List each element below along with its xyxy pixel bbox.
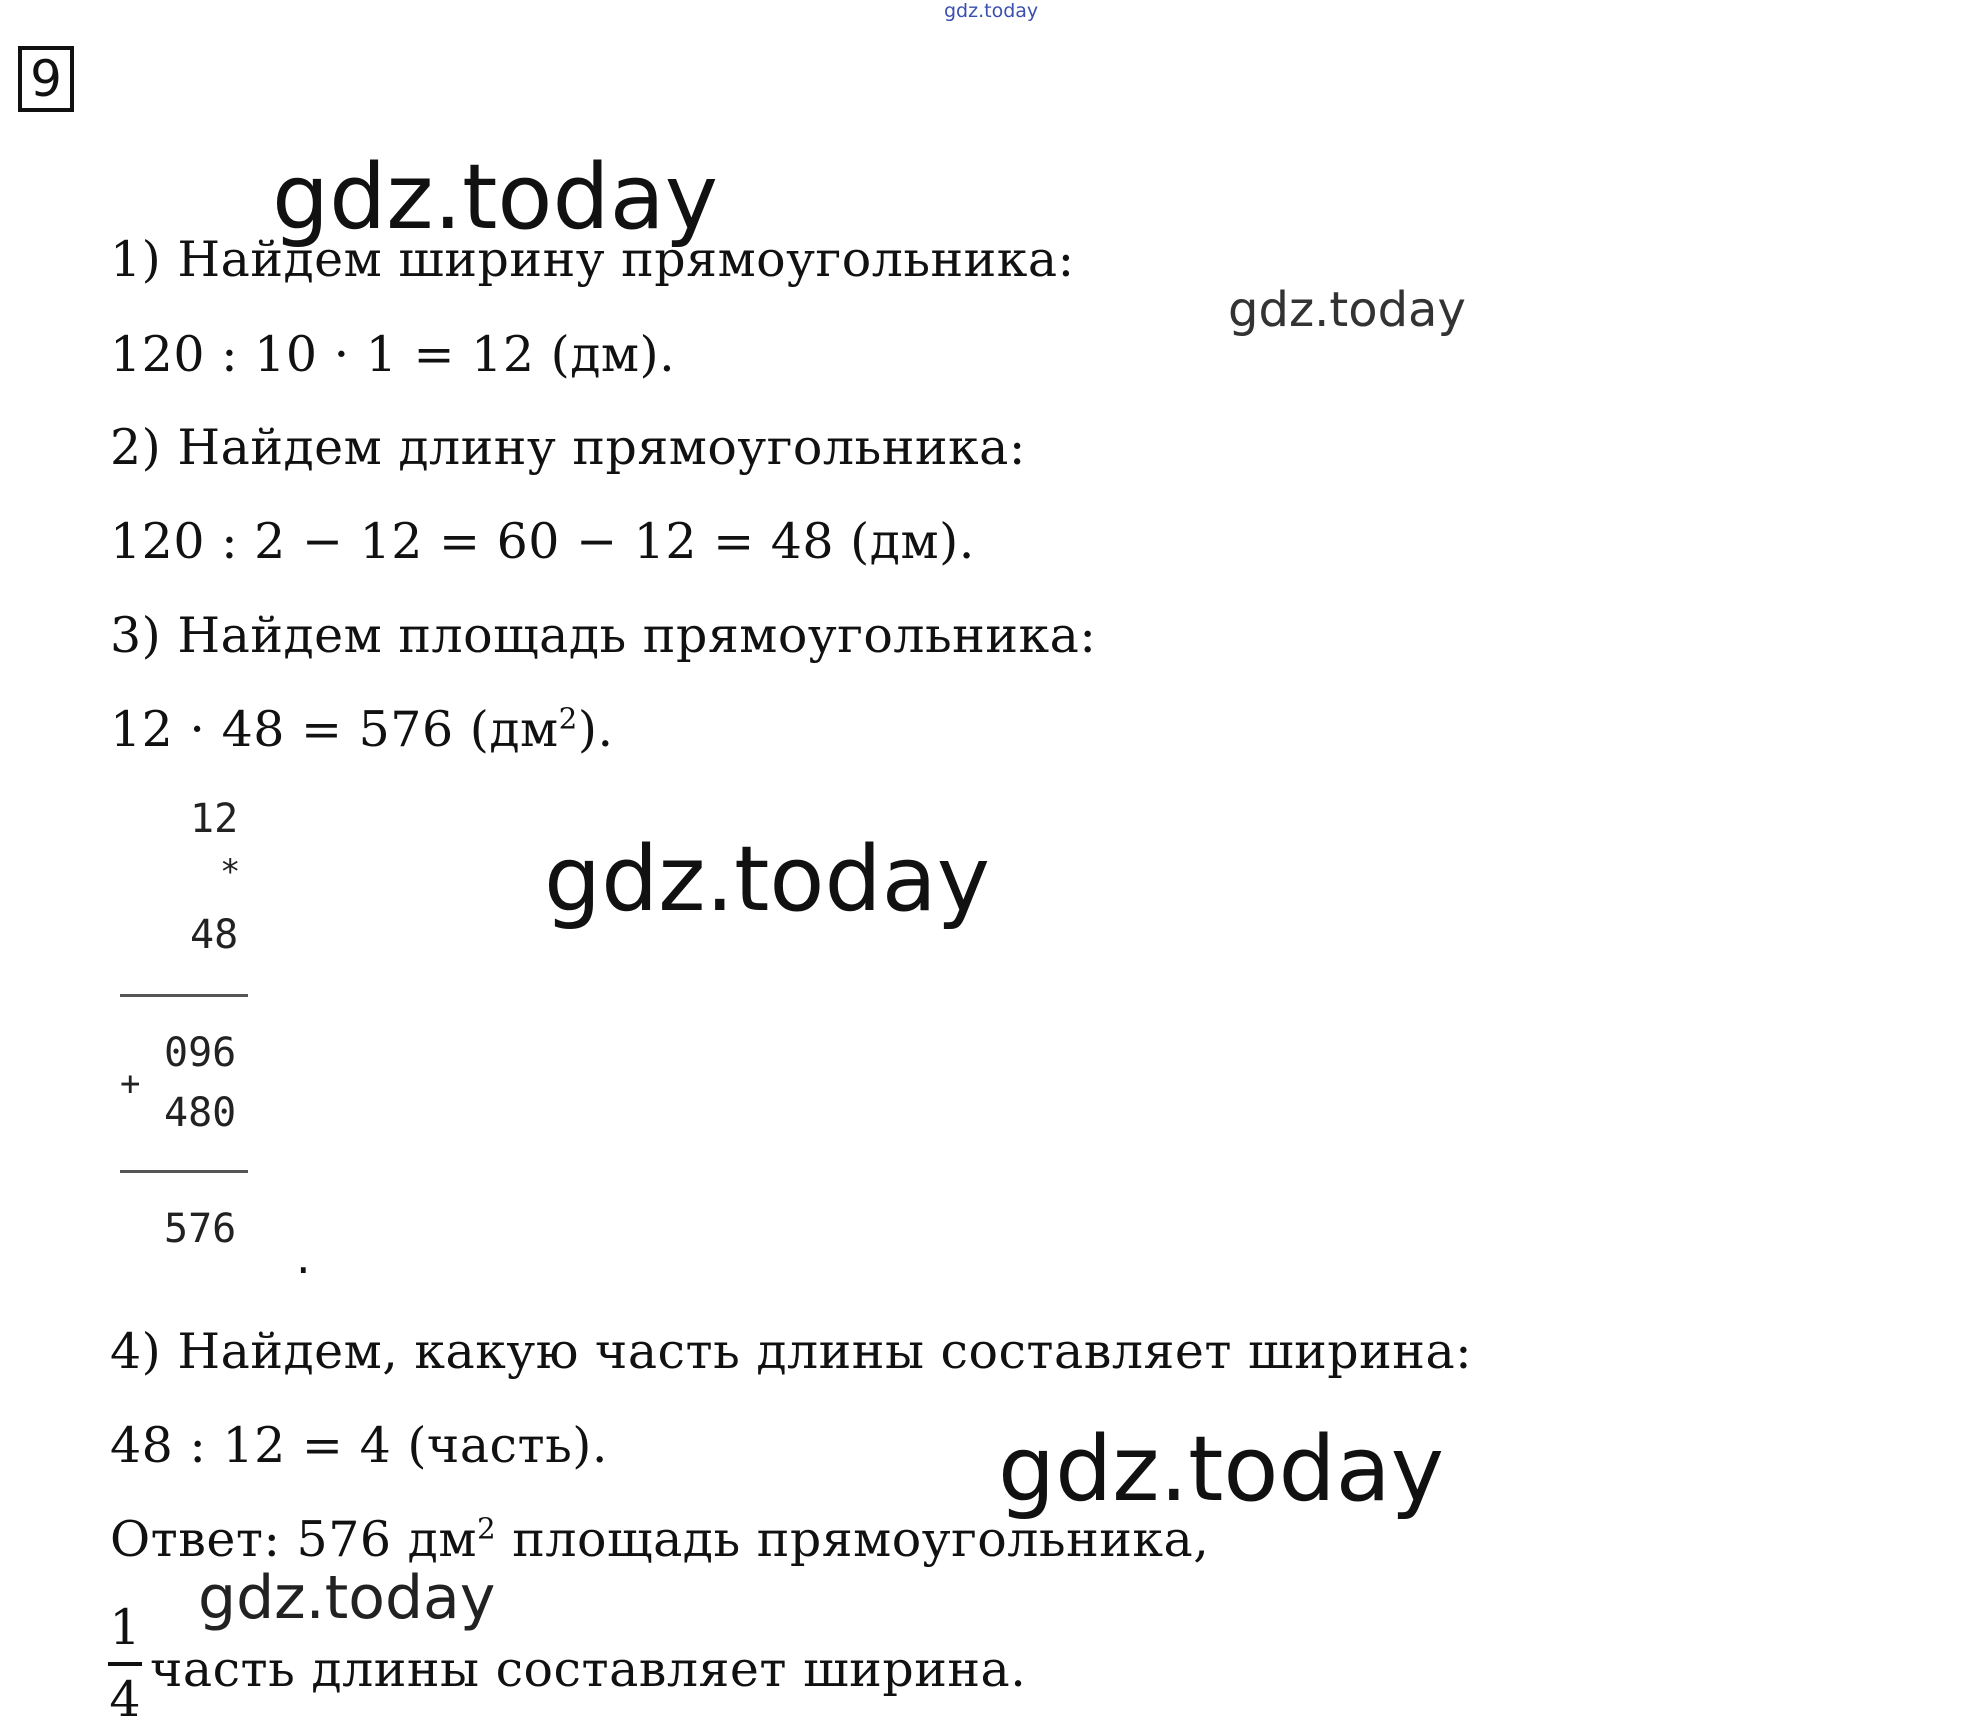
- answer-exponent: 2: [476, 1511, 497, 1546]
- step1-title: 1) Найдем ширину прямоугольника:: [110, 231, 1075, 288]
- step4-calc: 48 : 12 = 4 (часть).: [110, 1417, 608, 1474]
- watermark-large-3: gdz.today: [998, 1417, 1445, 1522]
- watermark-large-2: gdz.today: [544, 827, 991, 932]
- column-result: 576: [164, 1206, 237, 1252]
- column-rule-2: [120, 1170, 248, 1173]
- step3-calc-main: 12 · 48 = 576 (дм: [110, 701, 559, 758]
- step4-title: 4) Найдем, какую часть длины составляет ширина:: [110, 1323, 1473, 1380]
- watermark-medium-1: gdz.today: [1228, 282, 1466, 338]
- step2-title: 2) Найдем длину прямоугольника:: [110, 419, 1026, 476]
- column-multiply-sign: *: [220, 852, 241, 892]
- answer-main: Ответ: 576 дм: [110, 1511, 477, 1568]
- step1-calc: 120 : 10 · 1 = 12 (дм).: [110, 326, 676, 383]
- answer-end: площадь прямоугольника,: [496, 1511, 1210, 1568]
- step3-calc: [110, 700, 614, 760]
- column-period: .: [296, 1230, 311, 1284]
- watermark-large-1: gdz.today: [272, 145, 719, 250]
- task-number-box: 9: [18, 46, 74, 112]
- step3-calc-end: ).: [577, 701, 614, 758]
- column-multiplicand: 12: [190, 796, 239, 842]
- step2-calc: 120 : 2 − 12 = 60 − 12 = 48 (дм).: [110, 513, 975, 570]
- column-multiplier: 48: [190, 912, 239, 958]
- column-partial-1: 096: [164, 1030, 237, 1076]
- fraction-bar: [108, 1662, 142, 1666]
- column-partial-2: 480: [164, 1090, 237, 1136]
- answer-fraction: [108, 1600, 142, 1728]
- header-watermark: gdz.today: [944, 0, 1039, 22]
- fraction-numerator: 1: [109, 1599, 141, 1656]
- column-plus-sign: +: [120, 1064, 141, 1104]
- answer-line-1: [110, 1510, 1209, 1570]
- column-rule-1: [120, 994, 248, 997]
- step3-title: 3) Найдем площадь прямоугольника:: [110, 607, 1097, 664]
- answer-line-2: часть длины составляет ширина.: [150, 1641, 1027, 1698]
- step3-calc-exponent: 2: [558, 701, 578, 736]
- fraction-denominator: 4: [109, 1671, 141, 1728]
- watermark-medium-2: gdz.today: [198, 1563, 496, 1633]
